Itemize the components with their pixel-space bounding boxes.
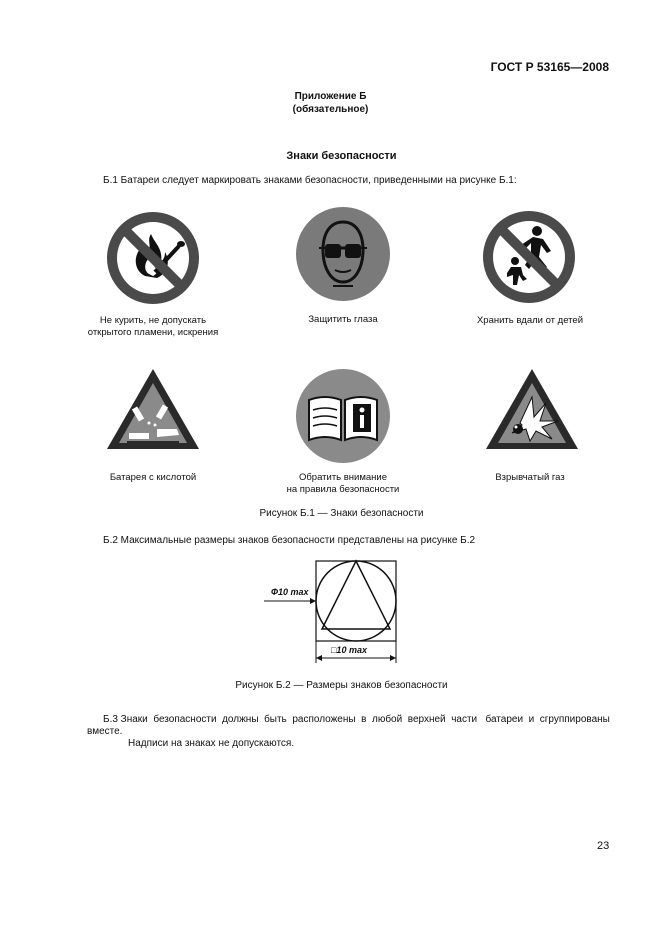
sign-caption-keep-away-children [445, 315, 615, 327]
sign-caption-acid-battery [68, 472, 238, 484]
acid-battery-warning-icon [105, 367, 201, 451]
paragraph-b3-note: Надписи на знаках не допускаются. [128, 738, 295, 749]
sign-explosive-gas [484, 367, 580, 451]
paragraph-b3-line1: Б.3 Знаки безопасности должны быть расположены в любой верхней части батареи и сгруппированы [103, 714, 610, 725]
caption-line: Хранить вдали от детей [476, 315, 584, 326]
document-header: ГОСТ Р 53165—2008 [490, 60, 609, 74]
eye-protection-icon [295, 206, 391, 302]
paragraph-b1: Б.1 Батареи следует маркировать знаками безопасности, приведенными на рисунке Б.1: [103, 175, 517, 186]
sign-no-open-flame [105, 210, 201, 306]
appendix-status: (обязательное) [292, 104, 369, 115]
sign-eye-protection [295, 206, 391, 302]
appendix-title [0, 90, 661, 116]
explosive-gas-warning-icon [484, 367, 580, 451]
caption-line: Батарея с кислотой [109, 472, 197, 483]
sign-caption-eye-protection [258, 314, 428, 326]
caption-line: Не курить, не допускать [99, 315, 207, 326]
read-instructions-icon [295, 368, 391, 464]
sign-read-instructions [295, 368, 391, 464]
caption-line: на правила безопасности [286, 484, 400, 495]
sign-acid-battery [105, 367, 201, 451]
section-title: Знаки безопасности [286, 150, 397, 162]
no-open-flame-icon [105, 210, 201, 306]
diameter-label: Ф10 max [271, 587, 309, 597]
caption-line: открытого пламени, искрения [87, 327, 219, 338]
paragraph-b3-line2: вместе. [87, 726, 123, 737]
sign-caption-no-open-flame [68, 315, 238, 339]
caption-line: Взрывчатый газ [495, 472, 565, 483]
keep-away-from-children-icon [481, 209, 577, 305]
page-number: 23 [597, 840, 610, 852]
figure-2-caption: Рисунок Б.2 — Размеры знаков безопасности [235, 680, 448, 691]
caption-line: Защитить глаза [308, 314, 378, 325]
square-size-label: □10 max [331, 645, 367, 655]
figure-1-caption: Рисунок Б.1 — Знаки безопасности [259, 508, 424, 519]
sign-keep-away-children [481, 209, 577, 305]
appendix-label: Приложение Б [294, 91, 367, 102]
sign-caption-read-instructions [258, 472, 428, 496]
sign-caption-explosive-gas [445, 472, 615, 484]
paragraph-b2: Б.2 Максимальные размеры знаков безопасности представлены на рисунке Б.2 [103, 535, 476, 546]
caption-line: Обратить внимание [298, 472, 388, 483]
